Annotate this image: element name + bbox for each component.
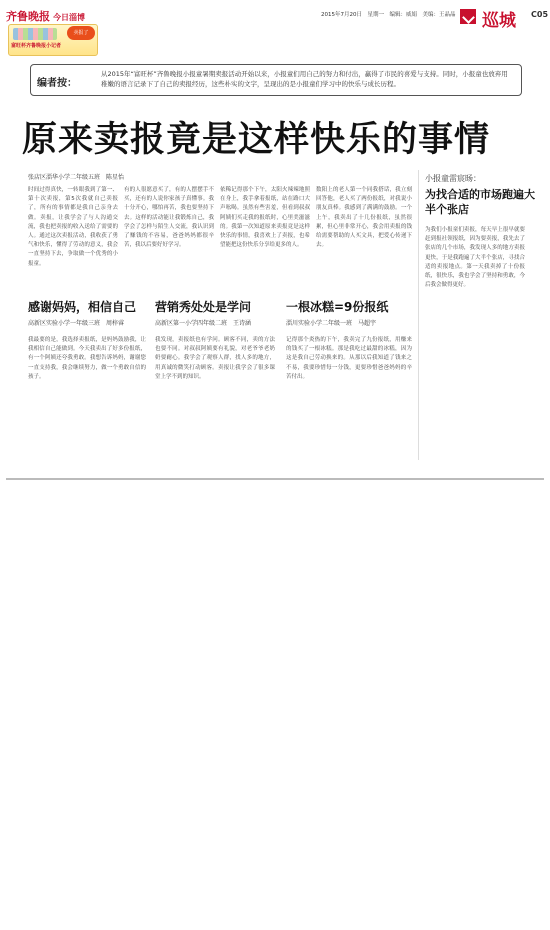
sidebar-kicker: 小报童雷宸旸： bbox=[425, 174, 481, 183]
section-name: 巡城 bbox=[482, 11, 516, 31]
page-bottom-rule bbox=[6, 478, 544, 480]
date-line: 2015年7月20日 星期一 编辑：威娟 美编：王晶晶 bbox=[321, 12, 456, 18]
story3-byline: 淄川实验小学二年级一班 马超宇 bbox=[286, 320, 377, 327]
editor-note bbox=[30, 64, 522, 96]
paper-logo bbox=[6, 8, 85, 24]
story1-text: 我最要的是，我选择卖报纸，是妈妈鼓励我，让我相信自己能做到。今天我卖出了好多份报纸，有一个阿姨还夸我勇敢。我想告诉妈妈，谢谢您一直支持我，我会继续努力，做一个勇敢自信的孩子。 bbox=[28, 337, 146, 380]
story2-byline: 高新区第一小学四年级二班 王诗涵 bbox=[155, 320, 252, 327]
sidebar-title: 为找合适的市场跑遍大半个张店 bbox=[425, 188, 535, 216]
story1-byline: 高新区实验小学一年级三班 周梓睿 bbox=[28, 320, 125, 327]
editor-note-text: 从2015年“富旺杯”齐鲁晚报小报童暑期卖报活动开始以来，小报童们用自己的努力和付出，赢得了市民的喜爱与支持。同时，小报童也放弃用稚嫩的语言记录下了自己的卖报经历，这些朴实的文字，呈现出的是小报童们学习中的快乐与成长历程。 bbox=[101, 70, 508, 88]
article-column-3: 依稀记得那个下午，太阳火辣辣地照在身上，我手拿着报纸，站在路口大声吆喝。虽然有些害羞，但看到叔叔阿姨们买走我的报纸时，心里美滋滋的。我第一次知道原来卖报竟是这样快乐的事情，我喜欢上了卖报，也希望能把这份快乐分享给更多的人。 bbox=[220, 187, 310, 249]
section-logo-icon bbox=[460, 9, 476, 24]
story1-title: 感谢妈妈，相信自己 bbox=[28, 300, 137, 314]
article-column-2: 有的人很愿意买了，有的人摆摆手不买，还有的人说你家孩子真懂事。我十分开心，哪怕再苦，我也要坚持下去。这样的活动能让我锻炼自己，我学会了怎样与陌生人交流，我认识到了赚钱的不容易，爸爸妈妈都很辛苦，我以后要好好学习。 bbox=[124, 187, 214, 249]
column-divider bbox=[418, 170, 419, 460]
story3-text: 记得那个炎热的下午，我卖完了九份报纸，用赚来的钱买了一根冰糕。那是我吃过最甜的冰糕，因为这是我自己劳动换来的。从那以后我知道了钱来之不易，我要珍惜每一分钱，更要珍惜爸爸妈妈的辛苦付出。 bbox=[286, 337, 412, 380]
article-column-4: 数阳上的老人第一个同我搭话，我立刻回答他，老人买了两份报纸，对我说小朋友真棒。我感到了满满的鼓励。一个上午，我卖出了十几份报纸，虽然很累，但心里非常开心，我会用卖报的钱给需要帮助的人买文具，把爱心传递下去。 bbox=[316, 187, 412, 249]
section-header bbox=[452, 6, 530, 31]
event-banner bbox=[8, 24, 98, 56]
sidebar-text: 为我们小报童们卖报，每天早上很早就要赶到报社领报纸，因为要卖报，我先去了张店的几个市场，我发现人多的地方卖报更快，于是我跑遍了大半个张店，寻找合适的卖报地点。第一天我卖掉了十份报纸，很快乐，我也学会了坚持和勇敢，今后我会做得更好。 bbox=[425, 227, 525, 289]
story2-title: 营销秀处处是学问 bbox=[155, 300, 252, 314]
article-byline: 张店区淄华小学二年级五班 陈星怡 bbox=[28, 174, 125, 181]
page-number: C05 bbox=[531, 10, 549, 19]
page-headline: 原来卖报竟是这样快乐的事情 bbox=[22, 119, 491, 160]
paper-sub: 今日淄博 bbox=[53, 12, 85, 22]
banner-text: 富旺杯齐鲁晚报小记者 bbox=[11, 43, 62, 49]
paper-name: 齐鲁晚报 bbox=[6, 10, 50, 23]
editor-note-label: 编者按： bbox=[37, 78, 77, 89]
banner-illustration bbox=[13, 28, 57, 40]
article-column-1: 时间过得真快，一转眼我到了第一、第十次卖报，第5次我就自己卖报了，所有的事情都是我自己亲身去做。卖报，让我学会了与人沟通交流，我也把卖报的收入送给了需要的人。通过这次卖报活动，我收获了勇气和快乐，懂得了劳动的意义，我会一直坚持下去，争取做一个优秀的小报童。 bbox=[28, 187, 118, 267]
banner-badge: 卖报了 bbox=[67, 26, 95, 40]
story3-title: 一根冰糕=9份报纸 bbox=[286, 300, 389, 314]
story2-text: 我发现，卖报纸也有学问。顾客不同，卖的方法也要不同。对叔叔阿姨要有礼貌，对老爷爷老奶奶要耐心。我学会了观察人群，找人多的地方，用真诚的微笑打动顾客。卖报让我学会了很多课堂上学不到的知识。 bbox=[155, 337, 275, 380]
